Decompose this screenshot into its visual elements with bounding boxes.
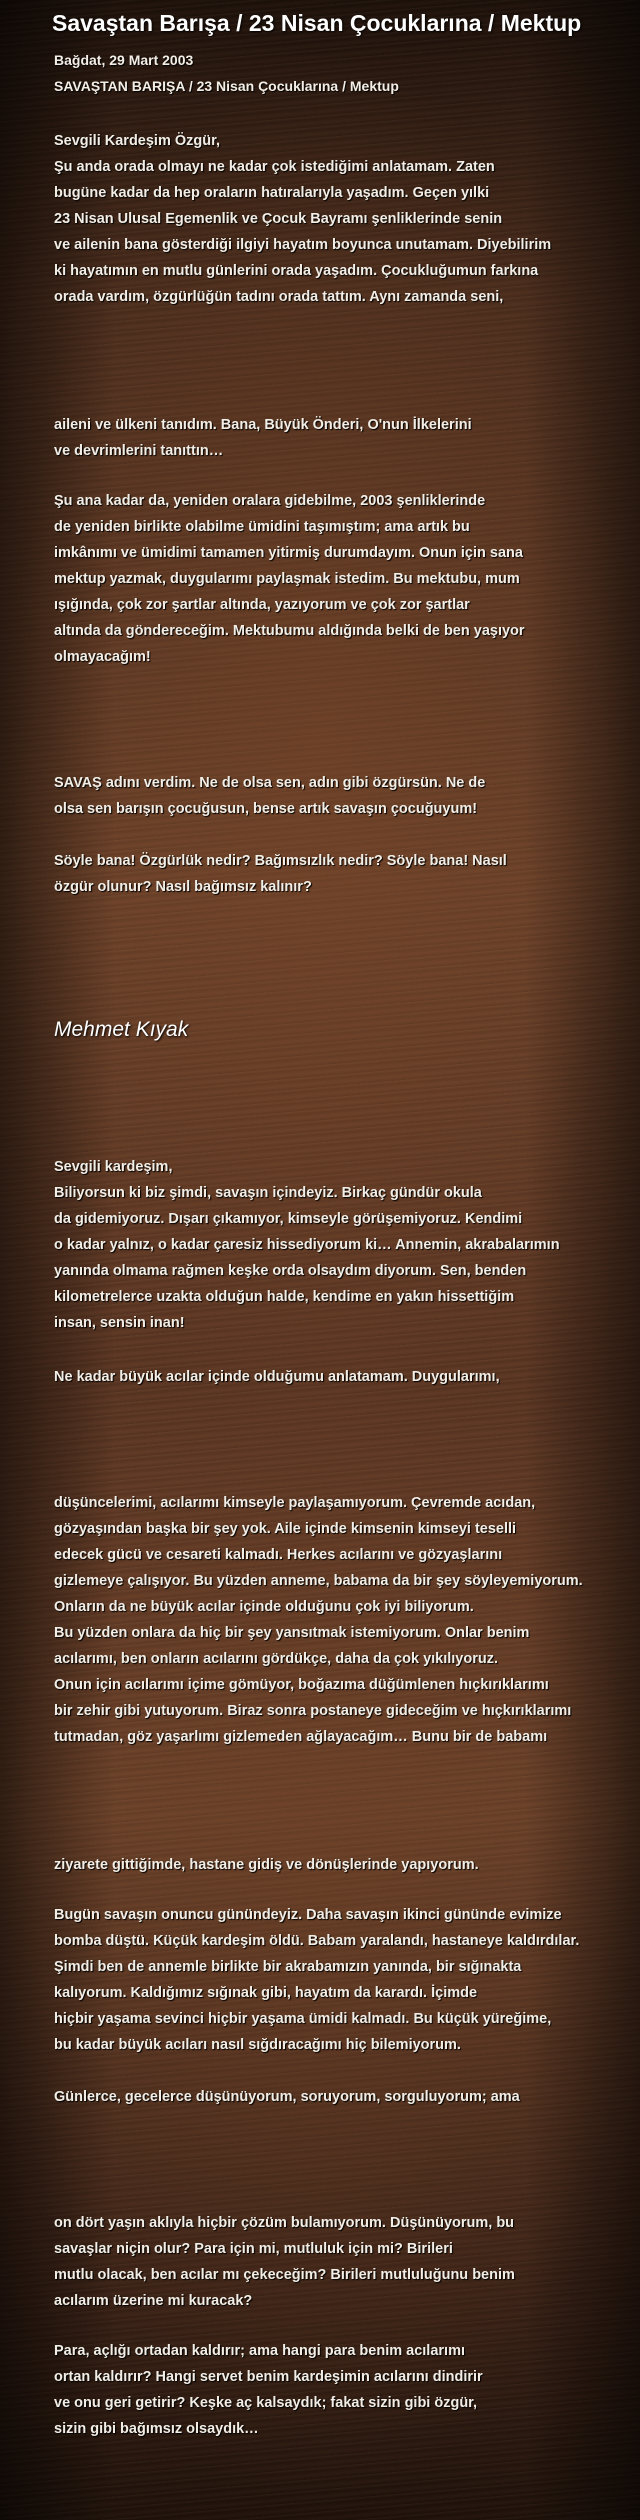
text-line: yanında olmama rağmen keşke orda olsaydım diyorum. Sen, benden <box>54 1263 527 1279</box>
location-date: Bağdat, 29 Mart 2003 <box>54 52 194 68</box>
text-line: Günlerce, gecelerce düşünüyorum, soruyorum, sorguluyorum; ama <box>54 2089 520 2105</box>
letter1-paragraph-1 <box>54 128 640 310</box>
text-line: SAVAŞ adını verdim. Ne de olsa sen, adın gibi özgürsün. Ne de <box>54 775 486 791</box>
text-line: mektup yazmak, duygularımı paylaşmak istedim. Bu mektubu, mum <box>54 571 520 587</box>
text-line: sizin gibi bağımsız olsaydık… <box>54 2421 259 2437</box>
text-line: Onların da ne büyük acılar içinde olduğunu çok iyi biliyorum. <box>54 1599 474 1615</box>
text-line: ki hayatımın en mutlu günlerini orada yaşadım. Çocukluğumun farkına <box>54 263 539 279</box>
page-title: Savaştan Barışa / 23 Nisan Çocuklarına / Mektup <box>52 10 582 36</box>
text-line: insan, sensin inan! <box>54 1315 185 1331</box>
text-line: ziyarete gittiğimde, hastane gidiş ve dönüşlerinde yapıyorum. <box>54 1857 479 1873</box>
subtitle: SAVAŞTAN BARIŞA / 23 Nisan Çocuklarına / Mektup <box>54 78 399 94</box>
letter1-paragraph-5 <box>54 848 640 900</box>
text-line: bu kadar büyük acıları nasıl sığdıracağımı hiç bilemiyorum. <box>54 2037 461 2053</box>
letter2-paragraph-1 <box>54 1154 640 1336</box>
letter1-paragraph-3 <box>54 488 640 670</box>
text-line: edecek gücü ve cesareti kalmadı. Herkes acılarını ve gözyaşlarını <box>54 1547 503 1563</box>
text-line: ve devrimlerini tanıttın… <box>54 443 224 459</box>
text-line: olmayacağım! <box>54 649 151 665</box>
letter2-paragraph-4 <box>54 1852 640 1878</box>
text-line: mutlu olacak, ben acılar mı çekeceğim? Birileri mutluluğunu benim <box>54 2267 515 2283</box>
letter1-paragraph-2 <box>54 412 640 464</box>
text-line: acılarım üzerine mi kuracak? <box>54 2293 253 2309</box>
text-line: o kadar yalnız, o kadar çaresiz hissediyorum ki… Annemin, akrabalarımın <box>54 1237 560 1253</box>
text-line: gözyaşından başka bir şey yok. Aile içinde kimsenin kimseyi teselli <box>54 1521 517 1537</box>
text-line: tutmadan, göz yaşarlımı gizlemeden ağlayacağım… Bunu bir de babamı <box>54 1729 548 1745</box>
text-line: Sevgili kardeşim, <box>54 1159 173 1175</box>
text-line: bugüne kadar da hep oraların hatıralarıyla yaşadım. Geçen yılki <box>54 185 490 201</box>
text-line: ve onu geri getirir? Keşke aç kalsaydık; fakat sizin gibi özgür, <box>54 2395 478 2411</box>
text-line: orada vardım, özgürlüğün tadını orada tattım. Aynı zamanda seni, <box>54 289 504 305</box>
text-line: Şu anda orada olmayı ne kadar çok istediğimi anlatamam. Zaten <box>54 159 495 175</box>
text-line: olsa sen barışın çocuğusun, bense artık savaşın çocuğuyum! <box>54 801 478 817</box>
letter2-paragraph-6 <box>54 2084 640 2110</box>
text-line: Şu ana kadar da, yeniden oralara gidebilme, 2003 şenliklerinde <box>54 493 486 509</box>
text-line: Şimdi ben de annemle birlikte bir akrabamızın yanında, bir sığınakta <box>54 1959 522 1975</box>
text-line: savaşlar niçin olur? Para için mi, mutluluk için mi? Birileri <box>54 2241 453 2257</box>
text-line: on dört yaşın aklıyla hiçbir çözüm bulamıyorum. Düşünüyorum, bu <box>54 2215 515 2231</box>
letter2-paragraph-7 <box>54 2210 640 2314</box>
text-line: aileni ve ülkeni tanıdım. Bana, Büyük Önderi, O'nun İlkelerini <box>54 417 472 433</box>
text-line: bir zehir gibi yutuyorum. Biraz sonra postaneye gideceğim ve hıçkırıklarımı <box>54 1703 572 1719</box>
letter2-paragraph-5 <box>54 1902 640 2058</box>
text-line: Biliyorsun ki biz şimdi, savaşın içindeyiz. Birkaç gündür okula <box>54 1185 482 1201</box>
text-line: düşüncelerimi, acılarımı kimseyle paylaşamıyorum. Çevremde acıdan, <box>54 1495 536 1511</box>
text-line: özgür olunur? Nasıl bağımsız kalınır? <box>54 879 312 895</box>
text-line: 23 Nisan Ulusal Egemenlik ve Çocuk Bayramı şenliklerinde senin <box>54 211 503 227</box>
text-line: da gidemiyoruz. Dışarı çıkamıyor, kimseyle görüşemiyoruz. Kendimi <box>54 1211 523 1227</box>
text-line: Bugün savaşın onuncu günündeyiz. Daha savaşın ikinci gününde evimize <box>54 1907 562 1923</box>
text-line: bomba düştü. Küçük kardeşim öldü. Babam yaralandı, hastaneye kaldırdılar. <box>54 1933 580 1949</box>
text-line: acılarımı, ben onların acılarını gördükçe, daha da çok yıkılıyoruz. <box>54 1651 499 1667</box>
letter2-paragraph-2 <box>54 1364 640 1390</box>
text-line: kalıyorum. Kaldığımız sığınak gibi, hayatım da karardı. İçimde <box>54 1985 478 2001</box>
text-line: Para, açlığı ortadan kaldırır; ama hangi para benim acılarımı <box>54 2343 465 2359</box>
text-line: Söyle bana! Özgürlük nedir? Bağımsızlık nedir? Söyle bana! Nasıl <box>54 853 507 869</box>
text-line: de yeniden birlikte olabilme ümidini taşımıştım; ama artık bu <box>54 519 470 535</box>
signature: Mehmet Kıyak <box>54 1018 189 1041</box>
text-line: ve ailenin bana gösterdiği ilgiyi hayatım boyunca unutamam. Diyebilirim <box>54 237 552 253</box>
text-line: ışığında, çok zor şartlar altında, yazıyorum ve çok zor şartlar <box>54 597 470 613</box>
letter2-paragraph-3 <box>54 1490 640 1750</box>
text-line: altında da göndereceğim. Mektubumu aldığında belki de ben yaşıyor <box>54 623 525 639</box>
text-line: Onun için acılarımı içime gömüyor, boğazıma düğümlenen hıçkırıklarımı <box>54 1677 549 1693</box>
text-line: imkânımı ve ümidimi tamamen yitirmiş durumdayım. Onun için sana <box>54 545 523 561</box>
text-line: Sevgili Kardeşim Özgür, <box>54 133 220 149</box>
letter2-paragraph-8 <box>54 2338 640 2442</box>
text-line: gizlemeye çalışıyor. Bu yüzden anneme, babama da bir şey söyleyemiyorum. <box>54 1573 583 1589</box>
text-line: Bu yüzden onlara da hiç bir şey yansıtmak istemiyorum. Onlar benim <box>54 1625 530 1641</box>
text-line: Ne kadar büyük acılar içinde olduğumu anlatamam. Duygularımı, <box>54 1369 500 1385</box>
text-line: hiçbir yaşama sevinci hiçbir yaşama ümidi kalmadı. Bu küçük yüreğime, <box>54 2011 552 2027</box>
letter1-paragraph-4 <box>54 770 640 822</box>
text-line: kilometrelerce uzakta olduğun halde, kendime en yakın hissettiğim <box>54 1289 515 1305</box>
text-line: ortan kaldırır? Hangi servet benim kardeşimin acılarını dindirir <box>54 2369 483 2385</box>
